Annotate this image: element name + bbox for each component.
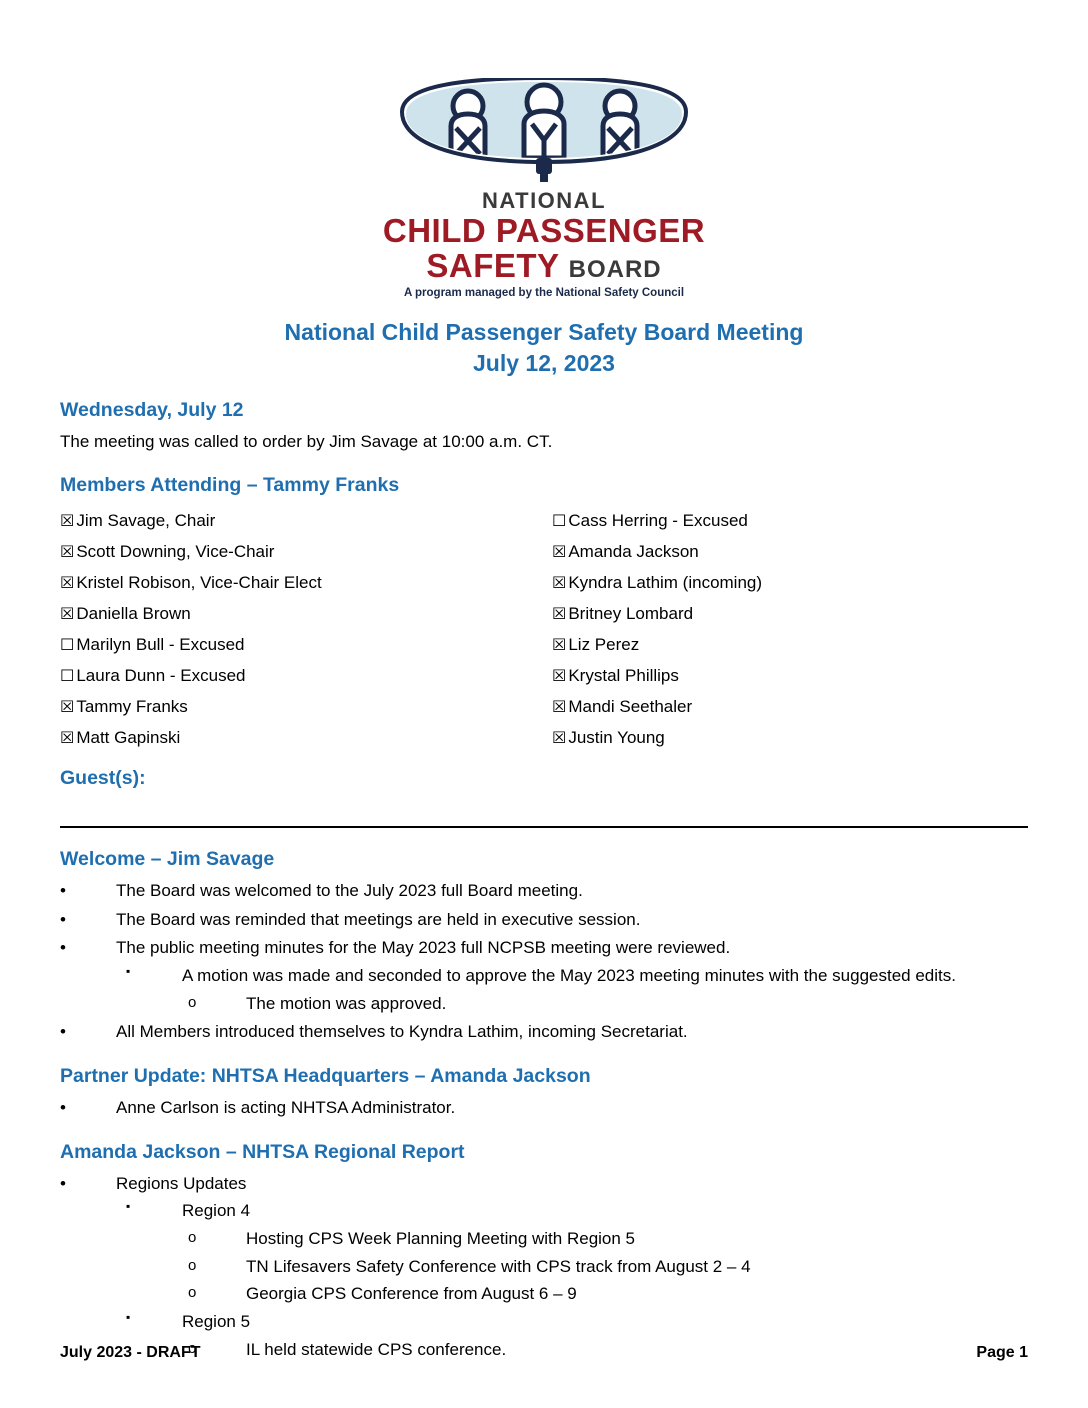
bullet-list-level-2 [116,964,1028,1016]
unchecked-checkbox-icon[interactable]: ☐ [60,666,75,686]
organization-logo [60,0,1028,299]
section-heading: Welcome – Jim Savage [60,848,275,871]
member-row [552,691,1028,722]
section-heading: Amanda Jackson – NHTSA Regional Report [60,1140,465,1163]
bullet-list-level-3 [182,992,1028,1017]
member-name: Daniella Brown [76,604,191,624]
member-name: Justin Young [568,728,665,748]
bullet-list-level-2 [116,1199,1028,1362]
logo-title-line2 [426,246,662,284]
member-name: Britney Lombard [568,604,694,624]
member-name: Matt Gapinski [76,728,181,748]
bullet-item [116,964,1028,1016]
checked-checkbox-icon[interactable]: ☒ [60,697,75,717]
bullet-text: Anne Carlson is acting NHTSA Administrator. [116,1098,456,1118]
bullet-text: The motion was approved. [246,993,447,1013]
member-name: Laura Dunn - Excused [76,666,246,686]
bullet-item [60,879,1028,904]
checked-checkbox-icon[interactable]: ☒ [552,542,567,562]
bullet-text: Georgia CPS Conference from August 6 – 9 [246,1284,577,1304]
bullet-text: Regions Updates [116,1173,247,1193]
bullet-text: Region 5 [182,1311,251,1331]
bullet-text: Hosting CPS Week Planning Meeting with Region 5 [246,1228,636,1248]
bullet-item [182,1282,1028,1307]
member-row [552,598,1028,629]
bullet-text: TN Lifesavers Safety Conference with CPS track from August 2 – 4 [246,1256,751,1276]
bullet-item [60,1020,1028,1045]
member-name: Jim Savage, Chair [76,511,216,531]
member-name: Marilyn Bull - Excused [76,635,245,655]
bullet-item [182,1227,1028,1252]
members-attending-list [60,505,1028,753]
day-heading: Wednesday, July 12 [60,399,244,422]
section-heading: Partner Update: NHTSA Headquarters – Amanda Jackson [60,1065,591,1088]
logo-title-line1 [383,214,705,249]
logo-national-text: NATIONAL [481,188,607,213]
member-row [60,567,544,598]
bullet-item [60,1172,1028,1362]
bullet-item [182,1255,1028,1280]
bullet-item [60,1096,1028,1121]
member-row [60,691,544,722]
bullet-text: The Board was reminded that meetings are held in executive session. [116,909,641,929]
footer-page-number: Page 1 [976,1344,1028,1361]
member-row [552,505,1028,536]
member-row [60,598,544,629]
member-row [60,629,544,660]
bullet-text: IL held statewide CPS conference. [246,1339,507,1359]
checked-checkbox-icon[interactable]: ☒ [552,697,567,717]
bullet-item [116,1199,1028,1307]
members-column-right [544,505,1028,753]
unchecked-checkbox-icon[interactable]: ☐ [60,635,75,655]
checked-checkbox-icon[interactable]: ☒ [552,573,567,593]
member-row [60,505,544,536]
bullet-text: All Members introduced themselves to Kyndra Lathim, incoming Secretariat. [116,1022,688,1042]
member-row [552,536,1028,567]
member-name: Cass Herring - Excused [568,511,748,531]
page-title-line1: National Child Passenger Safety Board Meeting [284,319,804,346]
checked-checkbox-icon[interactable]: ☒ [60,728,75,748]
member-row [60,536,544,567]
unchecked-checkbox-icon[interactable]: ☐ [552,511,567,531]
checked-checkbox-icon[interactable]: ☒ [60,573,75,593]
checked-checkbox-icon[interactable]: ☒ [60,604,75,624]
members-attending-heading: Members Attending – Tammy Franks [60,474,400,497]
member-name: Amanda Jackson [568,542,699,562]
member-name: Mandi Seethaler [568,697,693,717]
checked-checkbox-icon[interactable]: ☒ [552,635,567,655]
member-row [552,567,1028,598]
bullet-list-level-1 [60,879,1028,1045]
bullet-item [60,908,1028,933]
member-row [552,629,1028,660]
member-row [60,722,544,753]
bullet-text: The public meeting minutes for the May 2023 full NCPSB meeting were reviewed. [116,938,731,958]
page-footer [60,1344,1028,1362]
member-name: Liz Perez [568,635,640,655]
bullet-item [60,936,1028,1016]
section-divider [60,826,1028,828]
bullet-list-level-1 [60,1172,1028,1362]
checked-checkbox-icon[interactable]: ☒ [552,604,567,624]
checked-checkbox-icon[interactable]: ☒ [60,511,75,531]
bullet-text: A motion was made and seconded to approve the May 2023 meeting minutes with the suggested edits. [182,966,956,986]
logo-tagline: A program managed by the National Safety Council [403,287,685,300]
rearview-mirror-icon [396,78,692,186]
checked-checkbox-icon[interactable]: ☒ [552,728,567,748]
bullet-list-level-3 [182,1227,1028,1307]
logo-child-passenger-text: CHILD PASSENGER [382,212,706,249]
checked-checkbox-icon[interactable]: ☒ [552,666,567,686]
member-row [60,660,544,691]
logo-safety-text: SAFETY [426,246,559,284]
bullet-list-level-1 [60,1096,1028,1121]
member-name: Scott Downing, Vice-Chair [76,542,275,562]
guests-heading: Guest(s): [60,767,146,790]
member-row [552,660,1028,691]
member-name: Kyndra Lathim (incoming) [568,573,763,593]
member-name: Tammy Franks [76,697,188,717]
page-title-line2: July 12, 2023 [473,350,615,377]
minutes-sections [60,848,1028,1362]
checked-checkbox-icon[interactable]: ☒ [60,542,75,562]
bullet-item [182,992,1028,1017]
members-column-left [60,505,544,753]
bullet-text: The Board was welcomed to the July 2023 full Board meeting. [116,881,583,901]
member-name: Krystal Phillips [568,666,679,686]
bullet-text: Region 4 [182,1201,251,1221]
footer-left-text: July 2023 - DRAFT [60,1344,201,1361]
page-title [60,317,1028,379]
member-row [552,722,1028,753]
logo-board-text: BOARD [568,255,662,283]
member-name: Kristel Robison, Vice-Chair Elect [76,573,322,593]
call-to-order-text: The meeting was called to order by Jim Savage at 10:00 a.m. CT. [60,432,553,452]
